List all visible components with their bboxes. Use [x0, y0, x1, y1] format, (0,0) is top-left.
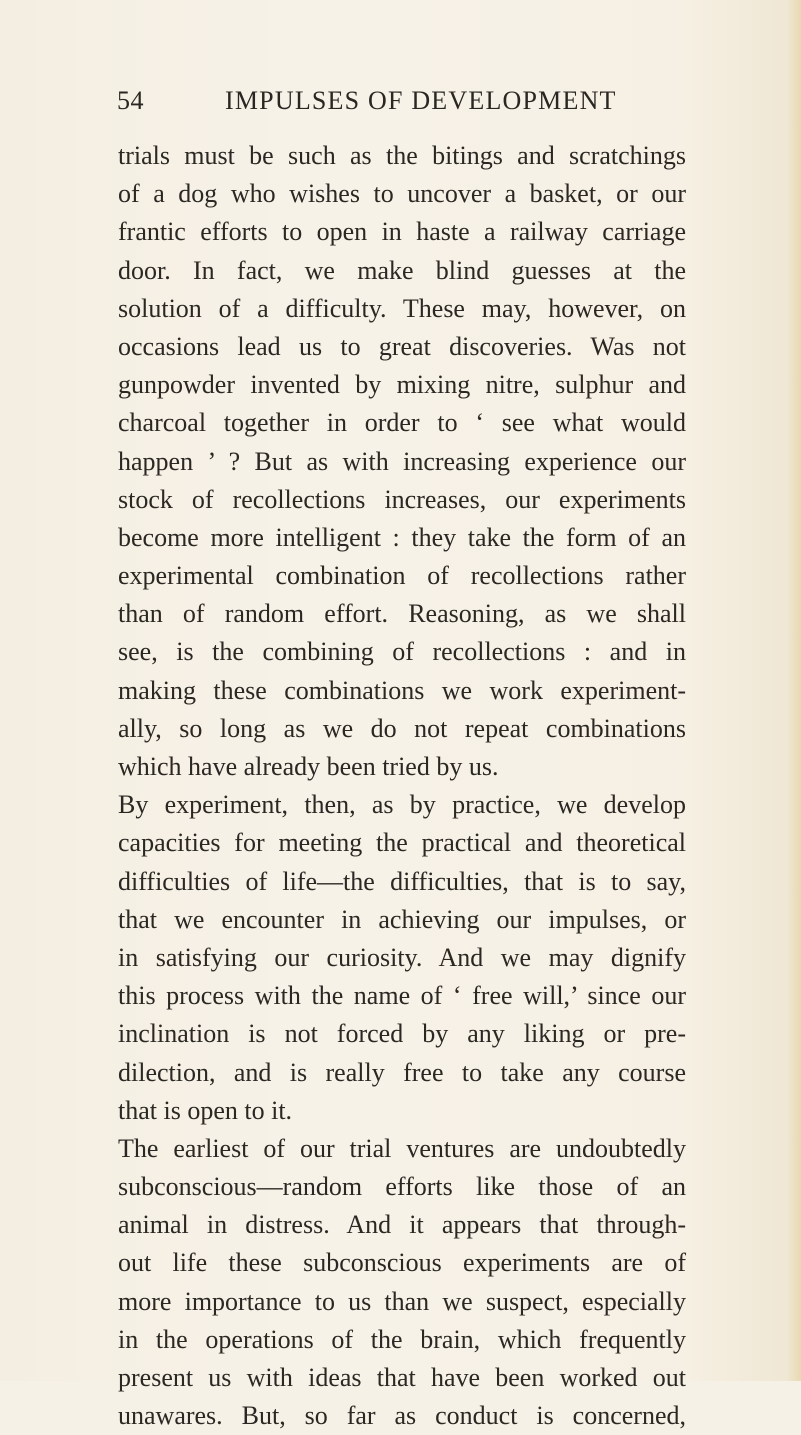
text-line: charcoal together in order to ‘ see what would — [118, 408, 686, 438]
body-text — [118, 137, 686, 1435]
text-line: of a dog who wishes to uncover a basket, or our — [118, 179, 686, 209]
text-line: occasions lead us to great discoveries. Was not — [118, 331, 686, 361]
paragraph-end-line: that is open to it. — [118, 1095, 293, 1125]
text-line: animal in distress. And it appears that through- — [118, 1210, 686, 1240]
page-edge-shading — [787, 0, 801, 1381]
text-line: subconscious—random efforts like those of an — [118, 1172, 686, 1202]
text-line: stock of recollections increases, our experiments — [118, 484, 686, 514]
text-line: solution of a difficulty. These may, however, on — [118, 293, 686, 323]
text-line: unawares. But, so far as conduct is concerned, — [118, 1401, 686, 1431]
text-line: see, is the combining of recollections : and in — [118, 637, 686, 667]
text-line: gunpowder invented by mixing nitre, sulphur and — [118, 370, 686, 400]
text-line: happen ’ ? But as with increasing experience our — [118, 446, 686, 476]
text-line: difficulties of life—the difficulties, that is to say, — [118, 866, 686, 896]
text-line: present us with ideas that have been worked out — [118, 1363, 686, 1392]
text-line: in satisfying our curiosity. And we may dignify — [118, 942, 686, 972]
text-line: experimental combination of recollections rather — [118, 561, 686, 591]
text-line: become more intelligent : they take the form of an — [118, 522, 686, 552]
paragraph-start-line: The earliest of our trial ventures are undoubtedly — [118, 1133, 686, 1163]
text-line: trials must be such as the bitings and scratchings — [118, 141, 686, 170]
text-line: making these combinations we work experiment- — [118, 675, 686, 705]
text-line: ally, so long as we do not repeat combinations — [118, 713, 686, 743]
text-line: door. In fact, we make blind guesses at the — [118, 255, 686, 285]
paragraph-start-line: By experiment, then, as by practice, we develop — [118, 790, 686, 820]
page-header — [117, 86, 677, 126]
text-line: inclination is not forced by any liking or pre- — [118, 1019, 686, 1049]
page-number: 54 — [117, 86, 144, 115]
text-line: frantic efforts to open in haste a railway carriage — [118, 217, 686, 247]
text-line: this process with the name of ‘ free will,’ since our — [118, 981, 686, 1011]
text-line: out life these subconscious experiments are of — [118, 1248, 686, 1278]
text-line: more importance to us than we suspect, especially — [118, 1286, 686, 1316]
text-line: than of random effort. Reasoning, as we shall — [118, 599, 686, 629]
text-line: capacities for meeting the practical and theoretical — [118, 828, 686, 858]
text-line: dilection, and is really free to take any course — [118, 1057, 686, 1087]
running-head: IMPULSES OF DEVELOPMENT — [225, 86, 617, 115]
text-line: that we encounter in achieving our impulses, or — [118, 904, 686, 934]
text-line: in the operations of the brain, which frequently — [118, 1324, 686, 1354]
paragraph-end-line: which have already been tried by us. — [118, 752, 499, 781]
